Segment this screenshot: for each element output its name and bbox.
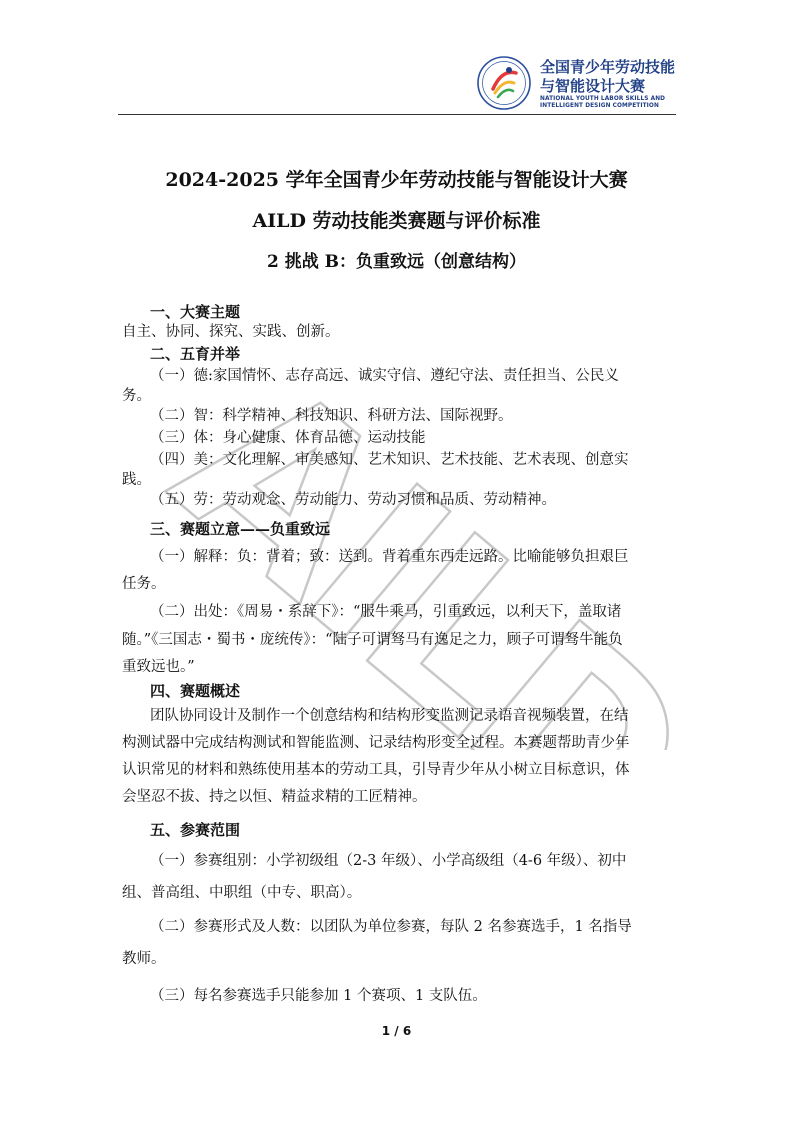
- section-heading-five-education: 二、五育并举: [150, 345, 241, 363]
- body-line: （一）德:家国情怀、志存高远、诚实守信、遵纪守法、责任担当、公民义: [150, 368, 619, 384]
- body-line: 会坚忍不拔、持之以恒、精益求精的工匠精神。: [122, 789, 427, 805]
- body-line: （三）每名参赛选手只能参加 1 个赛项、1 支队伍。: [150, 988, 487, 1004]
- competition-emblem-icon: [476, 55, 532, 111]
- body-line: （一）解释：负：背着；致：送到。背着重东西走远路。比喻能够负担艰巨: [150, 549, 629, 565]
- competition-logo: [476, 55, 676, 111]
- section-heading-overview: 四、赛题概述: [150, 682, 241, 700]
- body-line: 认识常见的材料和熟练使用基本的劳动工具，引导青少年从小树立目标意识，体: [122, 762, 630, 778]
- body-line: （五）劳：劳动观念、劳动能力、劳动习惯和品质、劳动精神。: [150, 492, 556, 508]
- header-divider: [118, 114, 676, 115]
- logo-english-line1: NATIONAL YOUTH LABOR SKILLS AND: [540, 96, 666, 102]
- document-subtitle: AILD 劳动技能类赛题与评价标准: [252, 210, 541, 232]
- body-line: （二）参赛形式及人数：以团队为单位参赛，每队 2 名参赛选手，1 名指导: [150, 919, 632, 935]
- body-line: 组、普高组、中职组（中专、职高）。: [122, 885, 362, 901]
- body-line: （二）出处：《周易・系辞下》：“服牛乘马，引重致远，以利天下，盖取诸: [150, 604, 622, 620]
- body-line: 自主、协同、探究、实践、创新。: [122, 324, 340, 340]
- challenge-title: 2 挑战 B：负重致远（创意结构）: [266, 252, 527, 272]
- body-line: 教师。: [122, 951, 166, 967]
- document-title: 2024-2025 学年全国青少年劳动技能与智能设计大赛: [165, 169, 628, 191]
- section-heading-theme: 一、大赛主题: [150, 303, 241, 321]
- logo-title-line2: 与智能设计大赛: [540, 77, 646, 95]
- body-line: 务。: [122, 388, 151, 404]
- section-heading-scope: 五、参赛范围: [150, 821, 241, 839]
- watermark-text: AILD: [150, 330, 670, 750]
- body-line: （四）美：文化理解、审美感知、艺术知识、艺术技能、艺术表现、创意实: [150, 452, 629, 468]
- body-line: （一）参赛组别：小学初级组（2-3 年级）、小学高级组（4-6 年级）、初中: [150, 853, 627, 869]
- body-line: 任务。: [122, 576, 166, 592]
- logo-title-line1: 全国青少年劳动技能: [540, 58, 676, 76]
- body-line: （三）体：身心健康、体育品德、运动技能: [150, 430, 426, 446]
- logo-english-line2: INTELLIGENT DESIGN COMPETITION: [540, 103, 659, 109]
- body-line: 团队协同设计及制作一个创意结构和结构形变监测记录语音视频装置，在结: [150, 708, 629, 724]
- section-heading-concept: 三、赛题立意——负重致远: [150, 520, 331, 538]
- body-line: 重致远也。”: [122, 659, 195, 675]
- body-line: （二）智：科学精神、科技知识、科研方法、国际视野。: [150, 408, 513, 424]
- body-line: 随。”《三国志・蜀书・庞统传》：“陆子可谓驽马有逸足之力，顾子可谓驽牛能负: [122, 632, 623, 648]
- body-line: 践。: [122, 472, 151, 488]
- body-line: 构测试器中完成结构测试和智能监测、记录结构形变全过程。本赛题帮助青少年: [122, 735, 630, 751]
- page-number: 1 / 6: [381, 1024, 412, 1038]
